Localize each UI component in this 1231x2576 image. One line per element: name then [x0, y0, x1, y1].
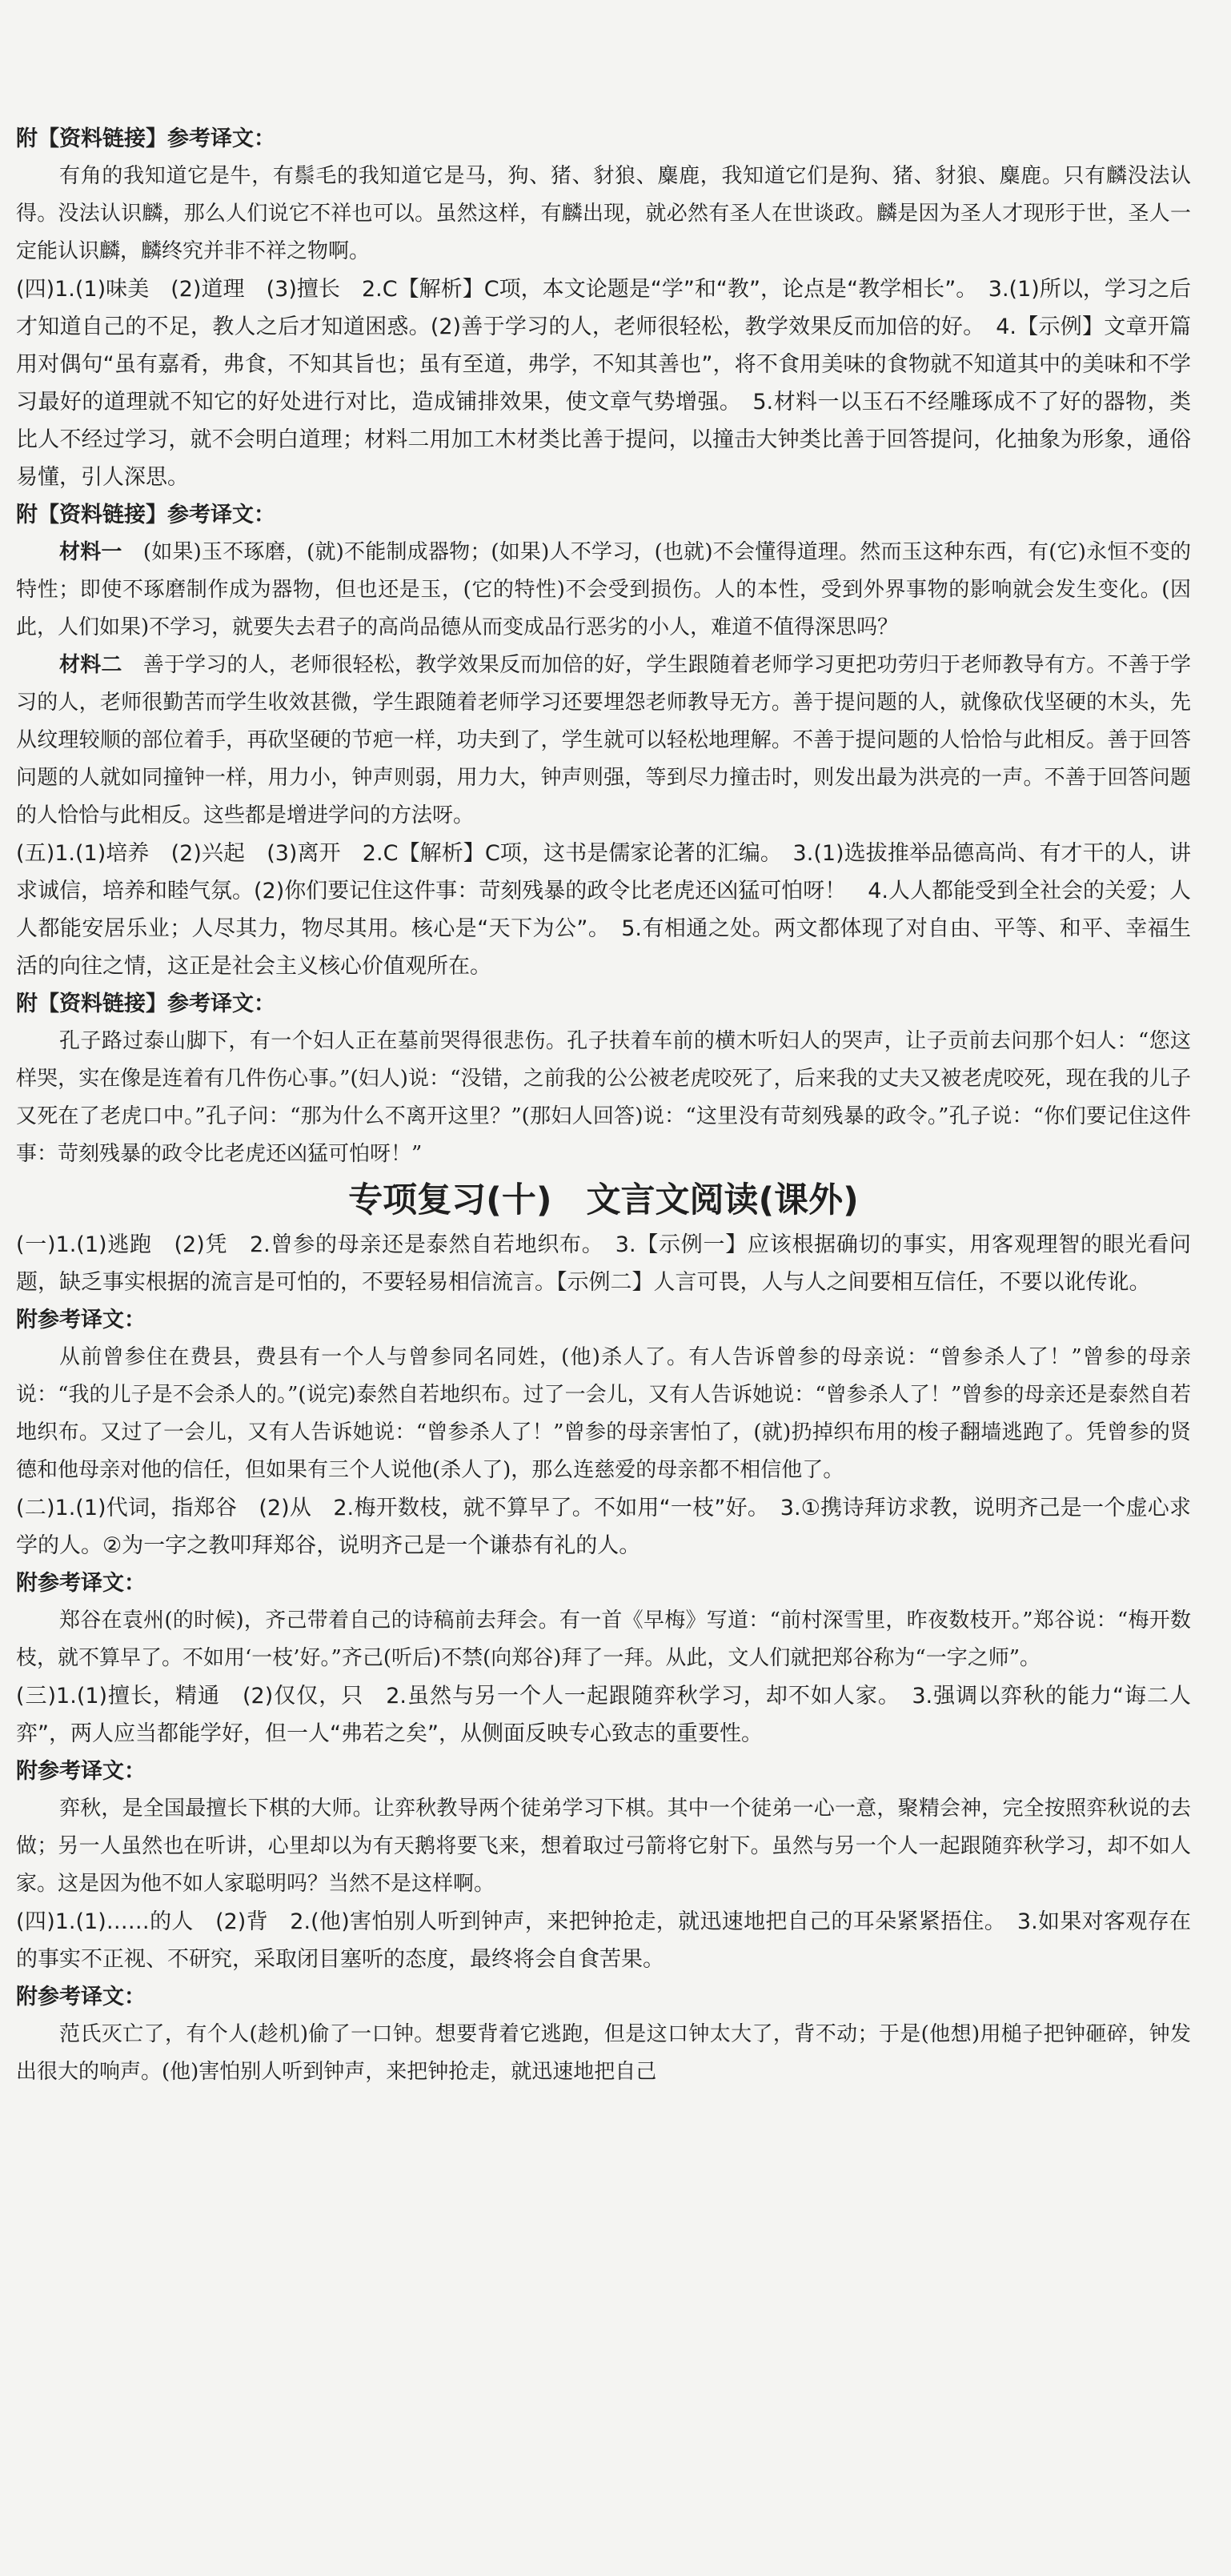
paragraph-text: (如果)玉不琢磨，(就)不能制成器物；(如果)人不学习，(也就)不会懂得道理。然而玉这种东西，有(它)永恒不变的特性；即使不琢磨制作成为器物，但也还是玉，(它的特性)不会受到损伤。人的本性，受到外界事物的影响就会发生变化。(因此，人们如果)不学习，就要失去君子的高尚品德从而变成品行恶劣的小人，难道不值得深思吗？ — [16, 540, 1191, 639]
paragraph-text: 附【资料链接】参考译文： — [16, 503, 275, 527]
paragraph-text: (一)1.(1)逃跑 (2)凭 2.曾参的母亲还是泰然自若地织布。 3.【示例一】应该根据确切的事实，用客观理智的眼光看问题，缺乏事实根据的流言是可怕的，不要轻易相信流言。【示例二】人言可畏，人与人之间要相互信任，不要以讹传讹。 — [16, 1232, 1191, 1295]
answer-paragraph — [16, 270, 1191, 496]
paragraph-text: 附参考译文： — [16, 1985, 146, 2009]
translation-paragraph — [16, 1602, 1191, 1677]
paragraph-text: (二)1.(1)代词，指郑谷 (2)从 2.梅开数枝，就不算早了。不如用“一枝”好。 3.①携诗拜访求教，说明齐己是一个虚心求学的人。②为一字之教叩拜郑谷，说明齐己是一个谦恭有礼的人。 — [16, 1496, 1191, 1558]
paragraph-text: (四)1.(1)……的人 (2)背 2.(他)害怕别人听到钟声，来把钟抢走，就迅速地把自己的耳朵紧紧捂住。 3.如果对客观存在的事实不正视、不研究，采取闭目塞听的态度，最终将会自食苦果。 — [16, 1909, 1191, 1972]
paragraph-text: 专项复习(十) 文言文阅读(课外) — [348, 1180, 859, 1220]
paragraph-text: (三)1.(1)擅长，精通 (2)仅仅，只 2.虽然与另一个人一起跟随弈秋学习，却不如人家。 3.强调以弈秋的能力“诲二人弈”，两人应当都能学好，但一人“弗若之矣”，从侧面反映专心致志的重要性。 — [16, 1684, 1191, 1746]
section-title — [16, 1175, 1191, 1226]
paragraph-text: 范氏灭亡了，有个人(趁机)偷了一口钟。想要背着它逃跑，但是这口钟太大了，背不动；于是(他想)用槌子把钟砸碎，钟发出很大的响声。(他)害怕别人听到钟声，来把钟抢走，就迅速地把自己 — [16, 2022, 1191, 2084]
translation-paragraph — [16, 1790, 1191, 1903]
answer-paragraph — [16, 1226, 1191, 1301]
appendix-heading — [16, 1564, 1191, 1602]
translation-paragraph — [16, 534, 1191, 647]
translation-paragraph — [16, 158, 1191, 270]
translation-paragraph — [16, 2016, 1191, 2091]
answer-paragraph — [16, 1489, 1191, 1564]
paragraph-text: (四)1.(1)味美 (2)道理 (3)擅长 2.C【解析】C项，本文论题是“学”和“教”，论点是“教学相长”。 3.(1)所以，学习之后才知道自己的不足，教人之后才知道困惑。(2)善于学习的人，老师很轻松，教学效果反而加倍的好。 4.【示例】文章开篇用对偶句“虽有嘉肴，弗食，不知其旨也；虽有至道，弗学，不知其善也”，将不食用美味的食物就不知道其中的美味和不学习最好的道理就不知它的好处进行对比，造成铺排效果，使文章气势增强。 5.材料一以玉石不经雕琢成不了好的器物，类比人不经过学习，就不会明白道理；材料二用加工木材类比善于提问，以撞击大钟类比善于回答提问，化抽象为形象，通俗易懂，引人深思。 — [16, 277, 1191, 490]
translation-paragraph — [16, 647, 1191, 835]
appendix-heading — [16, 120, 1191, 158]
paragraph-text: 善于学习的人，老师很轻松，教学效果反而加倍的好，学生跟随着老师学习更把功劳归于老师教导有方。不善于学习的人，老师很勤苦而学生收效甚微，学生跟随着老师学习还要埋怨老师教导无方。善于提问题的人，就像砍伐坚硬的木头，先从纹理较顺的部位着手，再砍坚硬的节疤一样，功夫到了，学生就可以轻松地理解。不善于提问题的人恰恰与此相反。善于回答问题的人就如同撞钟一样，用力小，钟声则弱，用力大，钟声则强，等到尽力撞击时，则发出最为洪亮的一声。不善于回答问题的人恰恰与此相反。这些都是增进学问的方法呀。 — [16, 653, 1191, 827]
appendix-heading — [16, 1301, 1191, 1339]
paragraph-text: 附参考译文： — [16, 1759, 146, 1784]
paragraph-text: 附参考译文： — [16, 1308, 146, 1332]
paragraph-text: (五)1.(1)培养 (2)兴起 (3)离开 2.C【解析】C项，这书是儒家论著的汇编。 3.(1)选拔推举品德高尚、有才干的人，讲求诚信，培养和睦气氛。(2)你们要记住这件事：苛刻残暴的政令比老虎还凶猛可怕呀！ 4.人人都能受到全社会的关爱；人人都能安居乐业；人尽其力，物尽其用。核心是“天下为公”。 5.有相通之处。两文都体现了对自由、平等、和平、幸福生活的向往之情，这正是社会主义核心价值观所在。 — [16, 841, 1192, 979]
paragraph-text: 从前曾参住在费县，费县有一个人与曾参同名同姓，(他)杀人了。有人告诉曾参的母亲说：“曾参杀人了！”曾参的母亲说：“我的儿子是不会杀人的。”(说完)泰然自若地织布。过了一会儿，又有人告诉她说：“曾参杀人了！”曾参的母亲还是泰然自若地织布。又过了一会儿，又有人告诉她说：“曾参杀人了！”曾参的母亲害怕了，(就)扔掉织布用的梭子翻墙逃跑了。凭曾参的贤德和他母亲对他的信任，但如果有三个人说他(杀人了)，那么连慈爱的母亲都不相信他了。 — [16, 1345, 1191, 1482]
appendix-heading — [16, 496, 1191, 534]
paragraph-text: 附参考译文： — [16, 1571, 146, 1596]
paragraph-text: 郑谷在袁州(的时候)，齐己带着自己的诗稿前去拜会。有一首《早梅》写道：“前村深雪里，昨夜数枝开。”郑谷说：“梅开数枝，就不算早了。不如用‘一枝’好。”齐己(听后)不禁(向郑谷)拜了一拜。从此，文人们就把郑谷称为“一字之师”。 — [16, 1608, 1191, 1670]
translation-paragraph — [16, 1023, 1191, 1173]
answer-paragraph — [16, 835, 1191, 985]
appendix-heading — [16, 1753, 1191, 1790]
appendix-heading — [16, 1978, 1191, 2016]
paragraph-text: 弈秋，是全国最擅长下棋的大师。让弈秋教导两个徒弟学习下棋。其中一个徒弟一心一意，聚精会神，完全按照弈秋说的去做；另一人虽然也在听讲，心里却以为有天鹅将要飞来，想着取过弓箭将它射下。虽然与另一个人一起跟随弈秋学习，却不如人家。这是因为他不如人家聪明吗？当然不是这样啊。 — [16, 1797, 1191, 1896]
paragraph-text: 有角的我知道它是牛，有鬃毛的我知道它是马，狗、猪、豺狼、麋鹿，我知道它们是狗、猪、豺狼、麋鹿。只有麟没法认得。没法认识麟，那么人们说它不祥也可以。虽然这样，有麟出现，就必然有圣人在世谈政。麟是因为圣人才现形于世，圣人一定能认识麟，麟终究并非不祥之物啊。 — [16, 164, 1191, 263]
material-label: 材料一 — [59, 540, 122, 564]
paragraph-text: 附【资料链接】参考译文： — [16, 126, 275, 151]
translation-paragraph — [16, 1339, 1191, 1489]
paragraph-text: 附【资料链接】参考译文： — [16, 992, 275, 1016]
answer-paragraph — [16, 1903, 1191, 1978]
material-label: 材料二 — [59, 653, 122, 677]
answer-paragraph — [16, 1677, 1191, 1753]
paragraph-text: 孔子路过泰山脚下，有一个妇人正在墓前哭得很悲伤。孔子扶着车前的横木听妇人的哭声，让子贡前去问那个妇人：“您这样哭，实在像是连着有几件伤心事。”(妇人)说：“没错，之前我的公公被老虎咬死了，后来我的丈夫又被老虎咬死，现在我的儿子又死在了老虎口中。”孔子问：“那为什么不离开这里？”(那妇人回答)说：“这里没有苛刻残暴的政令。”孔子说：“你们要记住这件事：苛刻残暴的政令比老虎还凶猛可怕呀！” — [16, 1029, 1191, 1166]
appendix-heading — [16, 985, 1191, 1023]
